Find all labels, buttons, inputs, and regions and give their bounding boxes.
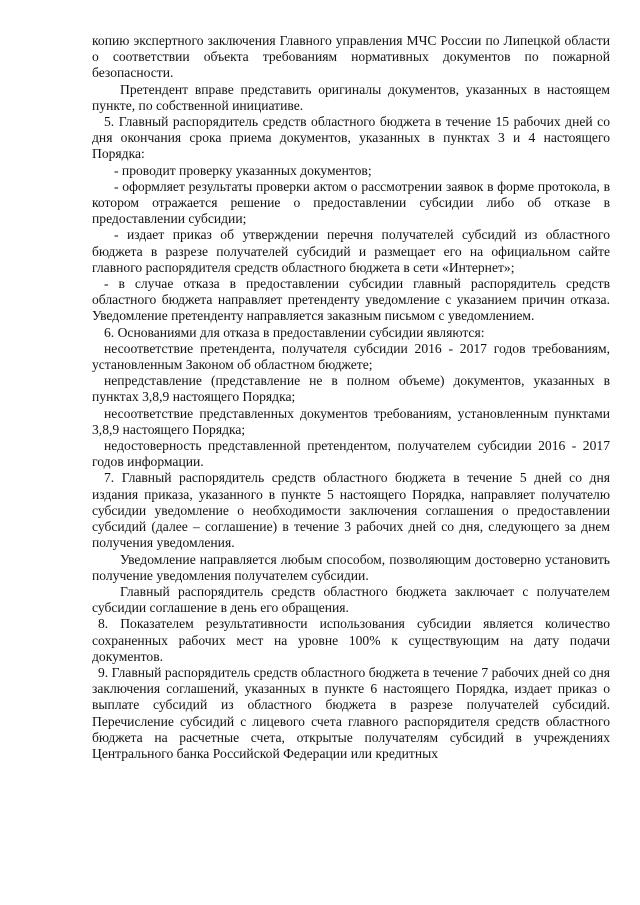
list-item: несоответствие представленных документов требованиям, установленным пунктами 3,8,9 настоящего Порядка; [92,405,610,437]
paragraph: 6. Основаниями для отказа в предоставлении субсидии являются: [104,324,485,340]
list-item: - в случае отказа в предоставлении субсидии главный распорядитель средств областного бюджета направляет претенденту уведомление с указанием причин отказа. Уведомление претенденту направляется заказным письмом с уведомлением. [92,276,610,324]
paragraph: копию экспертного заключения Главного управления МЧС России по Липецкой области о соответствии объекта требованиям нормативных документов по пожарной безопасности. [92,33,610,81]
list-item: - оформляет результаты проверки актом о рассмотрении заявок в форме протокола, в котором отражается решение о предоставлении субсидии либо об отказе в предоставлении субсидии; [92,178,610,227]
paragraph: Претендент вправе представить оригиналы документов, указанных в настоящем пункте, по собственной инициативе. [92,81,610,113]
paragraph: Уведомление направляется любым способом, позволяющим достоверно установить получение уведомления получателем субсидии. [92,551,610,583]
document-body [92,33,610,762]
list-item: - проводит проверку указанных документов; [114,162,372,178]
list-item: недостоверность представленной претендентом, получателем субсидии 2016 - 2017 годов информации. [92,438,610,470]
paragraph: 9. Главный распорядитель средств областного бюджета в течение 7 рабочих дней со дня заключения соглашений, указанных в пункте 6 настоящего Порядка, издает приказ о выплате субсидий из областного бюджета в разрезе получателей субсидий. Перечисление субсидий с лицевого счета главного распорядителя средств областного бюджета на расчетные счета, открытые получателям субсидий в учреждениях Центрального банка Российской Федерации или кредитных [92,664,610,761]
list-item: непредставление (представление не в полном объеме) документов, указанных в пунктах 3,8,9 настоящего Порядка; [92,373,610,405]
paragraph: 5. Главный распорядитель средств областного бюджета в течение 15 рабочих дней со дня окончания срока приема документов, указанных в пунктах 3 и 4 настоящего Порядка: [92,114,610,162]
paragraph: 7. Главный распорядитель средств областного бюджета в течение 5 дней со дня издания приказа, указанного в пункте 5 настоящего Порядка, направляет получателю субсидии уведомление о необходимости заключения соглашения о предоставлении субсидий (далее – соглашение) в течение 3 рабочих дней со дня, следующего за днем получения уведомления. [92,470,610,551]
paragraph: 8. Показателем результативности использования субсидии является количество сохраненных рабочих мест на уровне 100% к существующим на дату подачи документов. [92,616,610,664]
list-item: - издает приказ об утверждении перечня получателей субсидий из областного бюджета в разрезе получателей субсидий и размещает его на официальном сайте главного распорядителя средств областного бюджета в сети «Интернет»; [92,227,610,275]
paragraph: Главный распорядитель средств областного бюджета заключает с получателем субсидии соглашение в день его обращения. [92,583,610,616]
list-item: несоответствие претендента, получателя субсидии 2016 - 2017 годов требованиям, установленным Законом об областном бюджете; [92,340,610,373]
